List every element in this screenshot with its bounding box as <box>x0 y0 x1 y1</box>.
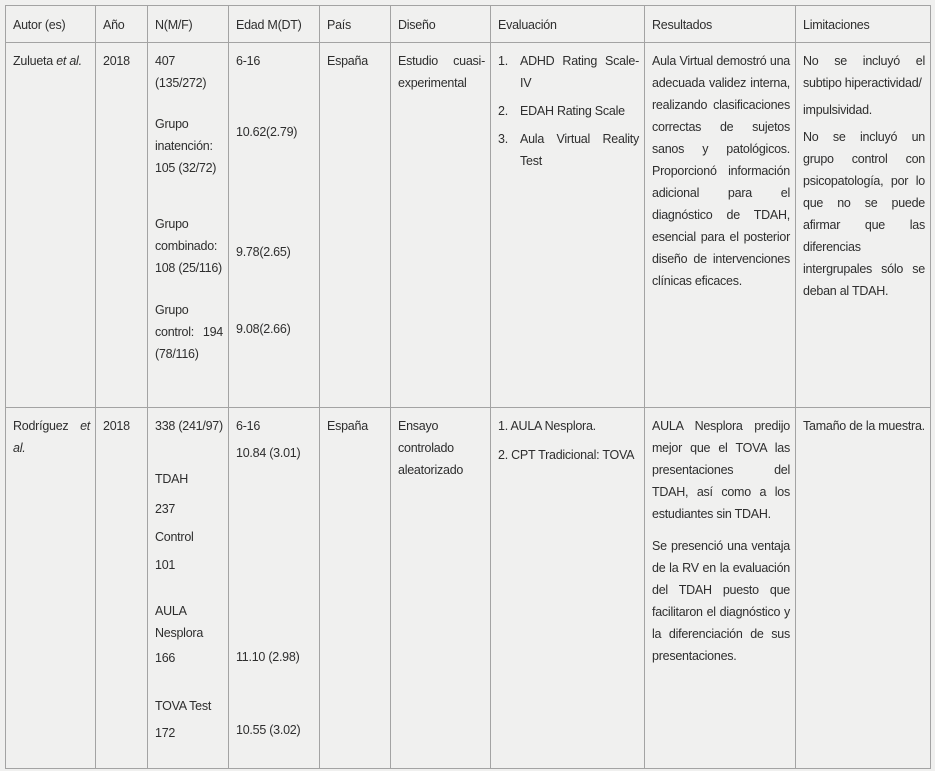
year-text: 2018 <box>103 54 130 68</box>
eval-item-text: Aula Virtual Reality Test <box>520 132 639 168</box>
pais-text: España <box>327 419 368 433</box>
author-et-al: et al. <box>56 54 82 68</box>
edad-rango: 6-16 <box>236 54 261 68</box>
n-total: 407 (135/272) <box>155 54 207 90</box>
header-row <box>6 6 931 43</box>
cell-edad <box>229 408 320 769</box>
author-text <box>13 415 90 459</box>
cell-author <box>6 43 96 408</box>
column-header-evaluacion: Evaluación <box>491 6 645 43</box>
limitaciones-paragraph: No se incluyó el subtipo hiperactividad/ <box>803 54 925 90</box>
n-grupo-control: Grupo control: 194 (78/116) <box>155 303 223 361</box>
cell-evaluacion <box>491 43 645 408</box>
cell-author <box>6 408 96 769</box>
table-row-zulueta <box>6 43 931 408</box>
column-header-diseno: Diseño <box>391 6 491 43</box>
n-control-label: Control <box>155 530 194 544</box>
author-et-al: et al. <box>13 419 90 455</box>
n-control-value: 101 <box>155 558 176 572</box>
column-header-limitaciones: Limitaciones <box>796 6 931 43</box>
cell-edad <box>229 43 320 408</box>
eval-item-1: 1. AULA Nesplora. <box>498 419 596 433</box>
cell-n-mf <box>148 408 229 769</box>
cell-pais <box>320 43 391 408</box>
column-header-autor: Autor (es) <box>6 6 96 43</box>
limitaciones-paragraph: No se incluyó un grupo control con psicopatología, por lo que no se puede afirmar que las diferencias intergrupales sólo se deban al TDAH. <box>803 130 925 298</box>
resultados-paragraph: Se presenció una ventaja de la RV en la evaluación del TDAH puesto que facilitaron el diagnóstico y la diferenciación de sus presentaciones. <box>652 539 790 663</box>
edad-media-1: 10.84 (3.01) <box>236 446 301 460</box>
cell-n-mf <box>148 43 229 408</box>
resultados-paragraph: AULA Nesplora predijo mejor que el TOVA las presentaciones del TDAH, así como a los estudiantes sin TDAH. <box>652 419 790 521</box>
n-aula-value: 166 <box>155 651 176 665</box>
resultados-paragraph: Aula Virtual demostró una adecuada validez interna, realizando clasificaciones correctas de sujetos sanos y patológicos. Proporcionó información adicional para el diagnóstico de TDAH, esencial para el posterior diseño de intervenciones clínicas eficaces. <box>652 54 790 288</box>
pais-text: España <box>327 54 368 68</box>
cell-limitaciones <box>796 43 931 408</box>
table-row-rodriguez <box>6 408 931 769</box>
eval-item-3 <box>498 128 639 172</box>
n-aula-label: AULA Nesplora <box>155 604 204 640</box>
eval-item-text: EDAH Rating Scale <box>520 104 625 118</box>
n-tdah-label: TDAH <box>155 472 189 486</box>
column-header-resultados: Resultados <box>645 6 796 43</box>
n-grupo-combinado: Grupo combinado: 108 (25/116) <box>155 217 222 275</box>
cell-evaluacion <box>491 408 645 769</box>
eval-item-number: 2. <box>498 104 508 118</box>
eval-item-number: 3. <box>498 132 508 146</box>
n-tdah-value: 237 <box>155 502 176 516</box>
cell-diseno <box>391 43 491 408</box>
edad-media-1: 10.62(2.79) <box>236 125 298 139</box>
edad-media-3: 9.08(2.66) <box>236 322 291 336</box>
eval-item-text: ADHD Rating Scale-IV <box>520 54 639 90</box>
eval-item-1 <box>498 50 639 94</box>
n-tova-label: TOVA Test <box>155 699 212 713</box>
column-header-ano: Año <box>96 6 148 43</box>
eval-item-2: 2. CPT Tradicional: TOVA <box>498 448 635 462</box>
diseno-text: Ensayo controlado aleatorizado <box>398 419 464 477</box>
author-name: Zulueta <box>13 54 53 68</box>
column-header-nmf: N(M/F) <box>148 6 229 43</box>
cell-resultados <box>645 43 796 408</box>
diseno-text: Estudio cuasi-experimental <box>398 54 485 90</box>
eval-item-2 <box>498 100 639 122</box>
author-text <box>13 50 90 72</box>
n-total: 338 (241/97) <box>155 419 223 433</box>
cell-year <box>96 43 148 408</box>
edad-media-2: 11.10 (2.98) <box>236 650 300 664</box>
edad-rango: 6-16 <box>236 419 261 433</box>
edad-media-2: 9.78(2.65) <box>236 245 291 259</box>
year-text: 2018 <box>103 419 130 433</box>
limitaciones-paragraph: impulsividad. <box>803 103 873 117</box>
n-grupo-inatencion: Grupo inatención: 105 (32/72) <box>155 117 217 175</box>
column-header-pais: País <box>320 6 391 43</box>
cell-resultados <box>645 408 796 769</box>
author-name: Rodríguez <box>13 419 69 433</box>
cell-pais <box>320 408 391 769</box>
eval-item-number: 1. <box>498 54 508 68</box>
edad-media-3: 10.55 (3.02) <box>236 723 301 737</box>
n-tova-value: 172 <box>155 726 176 740</box>
cell-diseno <box>391 408 491 769</box>
cell-year <box>96 408 148 769</box>
limitaciones-paragraph: Tamaño de la muestra. <box>803 419 925 433</box>
column-header-edad: Edad M(DT) <box>229 6 320 43</box>
studies-table <box>5 5 931 769</box>
cell-limitaciones <box>796 408 931 769</box>
